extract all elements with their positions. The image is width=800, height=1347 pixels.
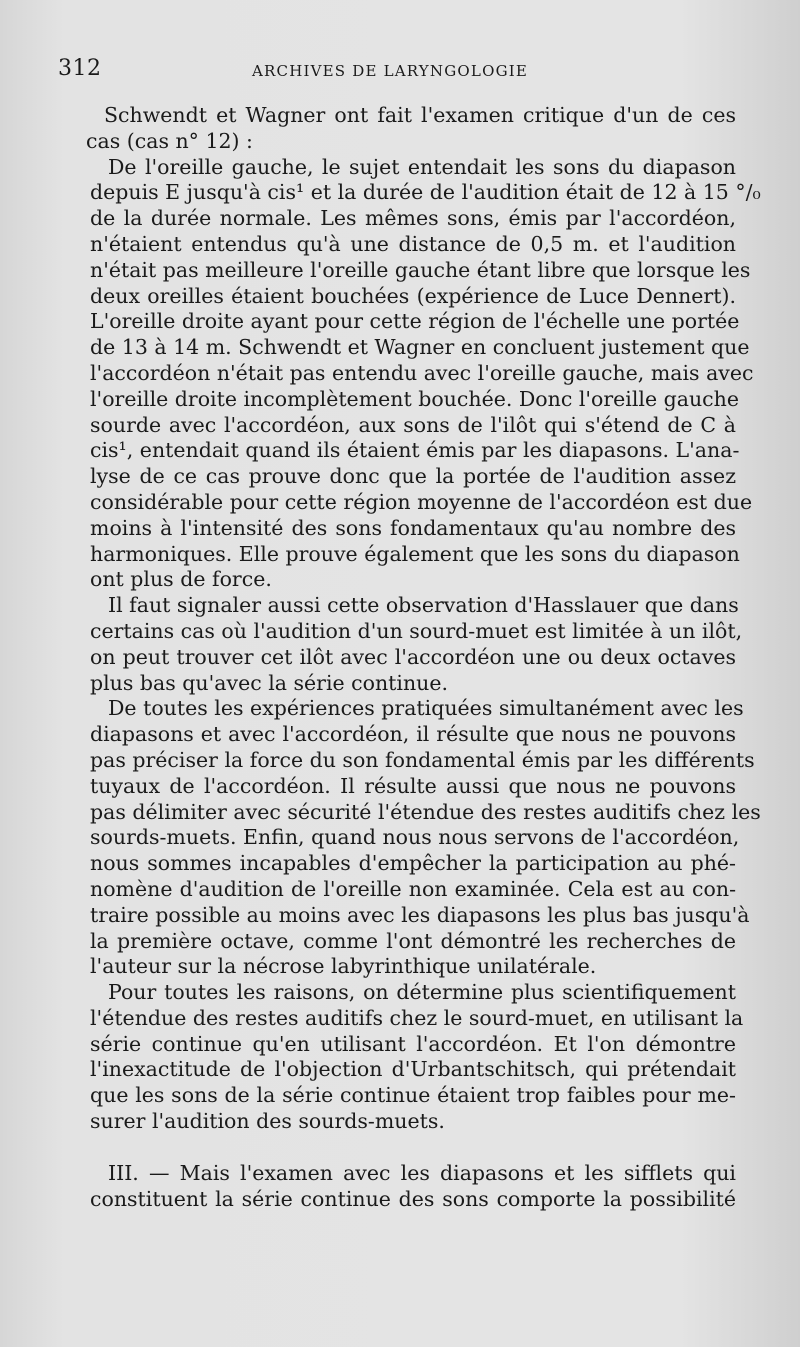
text-line: Schwendt et Wagner ont fait l'examen critique d'un de ces xyxy=(104,103,736,127)
text-line: l'inexactitude de l'objection d'Urbantschitsch, qui prétendait xyxy=(90,1057,736,1082)
text-line: sourde avec l'accordéon, aux sons de l'ilôt qui s'étend de C à xyxy=(90,412,736,437)
text-line: De l'oreille gauche, le sujet entendait les sons du diapason xyxy=(108,154,736,179)
text-line: l'oreille droite incomplètement bouchée. Donc l'oreille gauche xyxy=(90,386,739,411)
text-line: plus bas qu'avec la série continue. xyxy=(90,670,449,695)
text-line: harmoniques. Elle prouve également que les sons du diapason xyxy=(90,541,740,566)
text-line: constituent la série continue des sons comporte la possibilité xyxy=(90,1186,736,1211)
text-line: l'étendue des restes auditifs chez le sourd-muet, en utilisant la xyxy=(90,1005,744,1030)
text-line: n'était pas meilleure l'oreille gauche étant libre que lorsque les xyxy=(90,257,751,282)
paragraph-5 xyxy=(72,980,744,1135)
paragraph-3 xyxy=(72,593,743,696)
text-line: lyse de ce cas prouve donc que la portée de l'audition assez xyxy=(90,464,736,489)
text-line: depuis E jusqu'à cis¹ et la durée de l'audition était de 12 à 15 °/₀ xyxy=(90,180,761,205)
text-line: tuyaux de l'accordéon. Il résulte aussi que nous ne pouvons xyxy=(90,773,736,798)
text-line: L'oreille droite ayant pour cette région de l'échelle une portée xyxy=(90,309,740,334)
body-text xyxy=(72,103,761,1212)
text-line: cis¹, entendait quand ils étaient émis par les diapasons. L'ana- xyxy=(90,438,740,463)
text-line: moins à l'intensité des sons fondamentaux qu'au nombre des xyxy=(90,515,736,540)
text-line: diapasons et avec l'accordéon, il résulte que nous ne pouvons xyxy=(90,722,736,747)
text-line: De toutes les expériences pratiquées simultanément avec les xyxy=(108,696,744,721)
text-line: traire possible au moins avec les diapasons les plus bas jusqu'à xyxy=(90,902,750,927)
paragraph-4 xyxy=(72,696,761,980)
paragraph-6-section-III xyxy=(72,1161,736,1213)
text-line: certains cas où l'audition d'un sourd-muet est limitée à un ilôt, xyxy=(90,618,743,643)
text-line: de la durée normale. Les mêmes sons, émis par l'accordéon, xyxy=(90,206,736,231)
text-line: Il faut signaler aussi cette observation d'Hasslauer que dans xyxy=(108,593,739,618)
text-line: considérable pour cette région moyenne de l'accordéon est due xyxy=(90,489,753,514)
text-line: Pour toutes les raisons, on détermine plus scientifiquement xyxy=(108,980,736,1005)
text-line: cas (cas n° 12) : xyxy=(86,128,253,153)
text-line: surer l'audition des sourds-muets. xyxy=(90,1109,445,1134)
text-line: on peut trouver cet ilôt avec l'accordéon une ou deux octaves xyxy=(90,644,736,669)
text-line: n'étaient entendus qu'à une distance de 0,5 m. et l'audition xyxy=(90,231,736,256)
text-line: ont plus de force. xyxy=(90,567,272,592)
text-line: deux oreilles étaient bouchées (expérience de Luce Dennert). xyxy=(90,283,736,308)
text-line: de 13 à 14 m. Schwendt et Wagner en concluent justement que xyxy=(90,335,750,360)
text-line: l'accordéon n'était pas entendu avec l'oreille gauche, mais avec xyxy=(90,360,754,385)
text-line: la première octave, comme l'ont démontré les recherches de xyxy=(90,928,736,953)
text-line: pas délimiter avec sécurité l'étendue des restes auditifs chez les xyxy=(90,799,761,824)
text-line: que les sons de la série continue étaient trop faibles pour me- xyxy=(90,1083,736,1108)
text-line: III. — Mais l'examen avec les diapasons et les sifflets qui xyxy=(108,1160,736,1185)
text-line: sourds-muets. Enfin, quand nous nous servons de l'accordéon, xyxy=(90,825,740,850)
page-number: 312 xyxy=(58,56,102,81)
text-line: pas préciser la force du son fondamental émis par les différents xyxy=(90,747,755,772)
text-line: nomène d'audition de l'oreille non examinée. Cela est au con- xyxy=(90,876,736,901)
text-line: série continue qu'en utilisant l'accordéon. Et l'on démontre xyxy=(90,1031,736,1056)
paragraph-1 xyxy=(72,103,736,155)
text-line: l'auteur sur la nécrose labyrinthique unilatérale. xyxy=(90,954,597,979)
text-line: nous sommes incapables d'empêcher la participation au phé- xyxy=(90,851,736,876)
running-title: ARCHIVES DE LARYNGOLOGIE xyxy=(252,62,529,80)
paragraph-2 xyxy=(72,154,761,594)
